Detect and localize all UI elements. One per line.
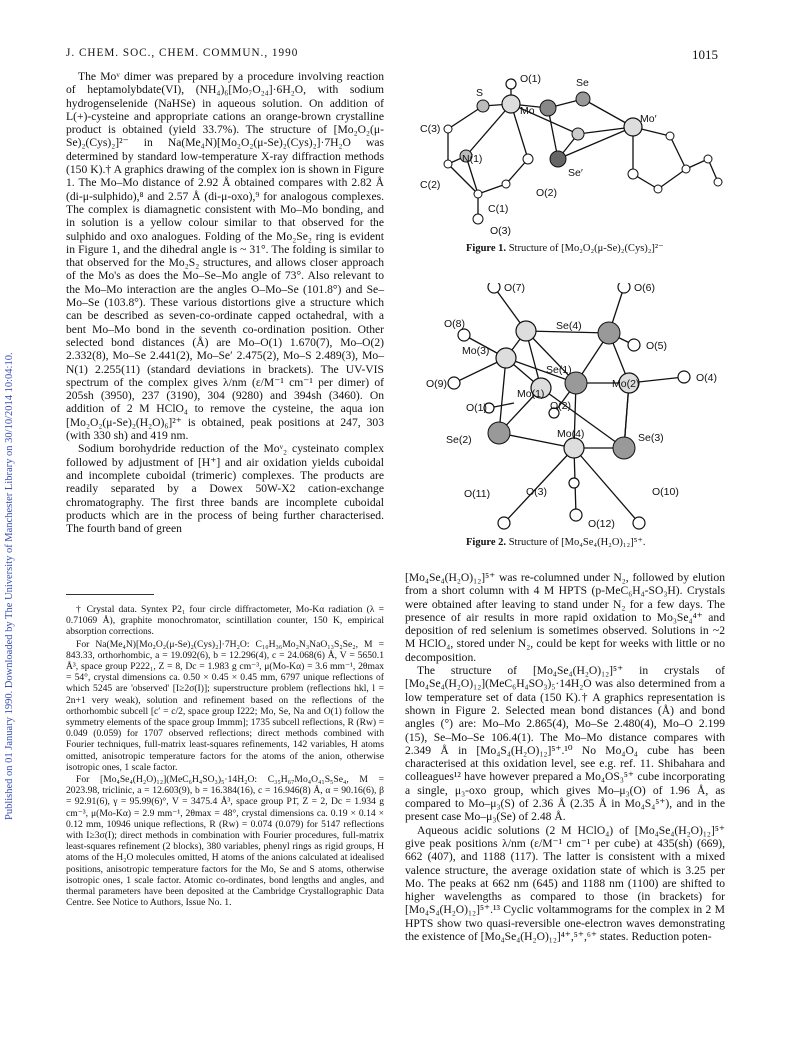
page-number: 1015 (692, 47, 718, 62)
atom-label: Se′ (568, 167, 583, 179)
atom-label: O(1) (466, 402, 487, 414)
download-note[interactable]: Published on 01 January 1990. Downloaded by The University of Manchester Library on 30/10/2014 10:04:10. (4, 352, 15, 820)
footnotes (66, 604, 384, 909)
atom-label: O(3) (526, 486, 547, 498)
atom-label: O(10) (652, 486, 679, 498)
running-header: J. CHEM. SOC., CHEM. COMMUN., 1990 (66, 47, 299, 59)
atom-label: O(5) (646, 340, 667, 352)
atom-label: N(1) (462, 153, 483, 165)
figure-1-caption (466, 242, 664, 254)
right-column (405, 571, 725, 943)
atom-label: Se(1) (546, 364, 572, 376)
atom-label: O(8) (444, 318, 465, 330)
atom-label: O(2) (536, 187, 557, 199)
atom-label: Mo(4) (557, 428, 585, 440)
atom-label: O(1) (520, 73, 541, 85)
atom-label: C(2) (420, 179, 441, 191)
figure-1-structure (418, 64, 730, 242)
caption-text: Structure of [Mo₄Se₄(H₂O)₁₂]⁵⁺. (508, 537, 646, 548)
caption-label: Figure 2. (466, 537, 507, 548)
atom-label: O(12) (588, 518, 615, 530)
paragraph: Sodium borohydride reduction of the Moᵛ₂ cysteinato complex followed by adjustment of [H⁺] and air oxidation yields cuboidal and incomplete cuboidal (trimeric) complexes. The products are readily separated by a Dowex 50W-X2 cation-exchange chromatography. The first three bands are incomplete cuboidal products which are in the process of being further characterised. The fourth band of green (66, 442, 384, 536)
caption-text: Structure of [Mo₂O₂(μ-Se)₂(Cys)₂]²⁻ (508, 243, 664, 254)
atom-label: C(1) (488, 203, 509, 215)
atom-label: Mo(3) (462, 345, 490, 357)
atom-label: Mo′ (640, 113, 657, 125)
atom-label: S (476, 87, 484, 99)
download-sidebar (0, 0, 20, 1056)
left-column (66, 70, 384, 535)
atom-label: Se(3) (638, 432, 664, 444)
atom-label: C(3) (420, 123, 441, 135)
footnote-rule (66, 594, 154, 595)
atom-label: Mo (520, 105, 535, 117)
atom-label: O(9) (426, 378, 447, 390)
atom-label: O(3) (490, 225, 511, 237)
atom-label: O(6) (634, 283, 655, 294)
figure-2-caption (466, 536, 646, 548)
footnote: † Crystal data. Syntex P2₁ four circle diffractometer, Mo-Kα radiation (λ = 0.71069 Å), graphite monochromator, scintillation counter, 150 K, empirical absorption corrections. (66, 604, 384, 638)
footnote: For [Mo₄Se₄(H₂O)₁₂](MeC₆H₄SO₃)₅·14H₂O: C₃₅H₆₇Mo₄O₄₁S₅Se₄, M = 2023.98, triclinic, a = 12.603(9), b = 16.384(16), c = 16.946(8) Å, α = 90.16(6), β = 92.91(6), γ = 95.99(6)°, V = 3475.4 Å³, space group P1̄, Z = 2, Dc = 1.934 g cm⁻³, μ(Mo-Kα) = 2.9 mm⁻¹, 2θmax = 48°, crystal dimensions ca. 0.19 × 0.14 × 0.12 mm, 10946 unique reflections, R (Rw) = 0.074 (0.079) for 5147 reflections with I≥3σ(I); direct methods in combination with Fourier procedures, full-matrix least-squares refinement (2 blocks), 380 variables, phenyl rings as rigid groups, H atoms of the H₂O molecules omitted, H atoms of the anions calculated at idealised positions, anisotropic temperature factors for the Mo, Se and S atoms, otherwise isotropic ones, 1 scale factor. Atomic co-ordinates, bond lengths and angles, and thermal parameters have been deposited at the Cambridge Crystallographic Data Centre. See Notice to Authors, Issue No. 1. (66, 774, 384, 909)
paragraph: The structure of [Mo₄Se₄(H₂O)₁₂]⁵⁺ in crystals of [Mo₄Se₄(H₂O)₁₂](MeC₆H₄SO₃)₅·14H₂O was also determined from a low temperature set of data (150 K).† A graphics representation is shown in Figure 2. Selected mean bond distances (Å) and bond angles (°) are: Mo–Mo 2.865(4), Mo–Se 2.480(4), Mo–O 2.199 (15), Se–Mo–Se 106.4(1). The Mo–Mo distance compares with 2.349 Å in [Mo₄S₄(H₂O)₁₂]⁵⁺.¹⁰ No Mo₄O₄ cube has been characterised at this oxidation level, see e.g. ref. 11. Shibahara and colleagues¹² have however prepared a Mo₄OS₃⁵⁺ cube incorporating a single, μ₃-oxo group, which gives Mo–μ₃(O) of 1.96 Å, as compared to Mo–μ₃(S) of 2.36 Å (2.35 Å in Mo₄S₄⁵⁺), and in the present case Mo–μ₃(Se) of 2.48 Å. (405, 664, 725, 824)
caption-label: Figure 1. (466, 243, 507, 254)
paragraph: Aqueous acidic solutions (2 M HClO₄) of [Mo₄Se₄(H₂O)₁₂]⁵⁺ give peak positions λ/nm (ε/M⁻¹ cm⁻¹ per cube) at 435(sh) (669), 662 (407), and 1188 (117). The latter is consistent with a mixed valence structure, the average oxidation state of which is 3.25 per Mo. The peaks at 662 nm (645) and 1188 nm (1100) are shifted to higher wavelengths as compared to those (in brackets) for [Mo₄S₄(H₂O)₁₂]⁵⁺.¹³ Cyclic voltammograms for the complex in 2 M HPTS show two quasi-reversible one-electron waves demonstrating the existence of [Mo₄Se₄(H₂O)₁₂]⁴⁺,⁵⁺,⁶⁺ states. Reduction poten- (405, 823, 725, 944)
atom-label: Se (576, 77, 589, 89)
atom-label: Se(4) (556, 320, 582, 332)
figure-2-structure (424, 283, 724, 533)
footnote: For Na(Me₄N)[Mo₂O₂(μ-Se)₂(Cys)₂]·7H₂O: C₁₀H₃₆Mo₂N₃NaO₁₃S₂Se₂, M = 843.33, orthorhombic, a = 19.092(6), b = 12.296(4), c = 24.068(6) Å, V = 5650.1 Å³, space group P222₁, Z = 8, Dc = 1.983 g cm⁻³, μ(Mo-Kα) = 3.6 mm⁻¹, 2θmax = 54°, crystal dimensions ca. 0.50 × 0.45 × 0.45 mm, 6797 unique reflections of which 5245 are 'observed' [I≥2σ(I)]; superstructure problem (reflections hkl, l = 2n+1 very weak), solution and refinement based on the reflections of the orthorhombic subcell [c′ = c/2, space group I222; Mo, Se, Na and O(1) follow the symmetry elements of the space group Immm]; 1735 subcell reflections, R (Rw) = 0.049 (0.059) for 1707 observed reflections; direct methods combined with Fourier techniques, full-matrix least-squares refinements, 142 variables, H atoms omitted, anisotropic temperature factors for the atoms of the anion, otherwise isotropic ones, 1 scale factor. (66, 638, 384, 773)
atom-label: O(2) (550, 400, 571, 412)
atom-label: O(4) (696, 372, 717, 384)
paragraph: [Mo₄Se₄(H₂O)₁₂]⁵⁺ was re-columned under N₂, followed by elution from a short column with 4 M HPTS (p-MeC₆H₄-SO₃H). Crystals were obtained after leaving to stand under N₂ for a few days. The presence of air results in more rapid oxidation to Mo₃Se₄⁴⁺ and deposition of red selenium is sometimes observed. Solutions in ~2 M HClO₄, stored under N₂, could be kept for weeks with little or no decomposition. (405, 571, 725, 664)
paragraph: The Moᵛ dimer was prepared by a procedure involving reaction of heptamolybdate(VI), (NH₄)₆[Mo₇O₂₄]·6H₂O, with sodium hydrogenselenide (NaHSe) in aqueous solution. On addition of L(+)-cysteine and appropriate cations an orange-brown crystalline product is obtained (yield 33.7%). The structure of [Mo₂O₂(μ-Se)₂(Cys)₂]²⁻ in Na(Me₄N)[Mo₂O₂(μ-Se)₂(Cys)₂]·7H₂O was determined by standard low-temperature X-ray diffraction methods (150 K).† A graphics drawing of the complex ion is shown in Figure 1. The Mo–Mo distance of 2.92 Å obtained compares with 2.82 Å (di-μ-sulphido),⁸ and 2.57 Å (di-μ-oxo),⁹ for analogous complexes. The complex is diamagnetic consistent with Mo–Mo bonding, and in solution is a yellow colour similar to that observed for the sulphido and oxo analogues. Folding of the Mo₂Se₂ ring is evident in Figure 1, and the dihedral angle is ~ 31°. The folding is similar to that observed for the Mo₂S₂ structures, and allows closer approach of the Mo's as does the Mo–Se–Mo angle of 73°. Also relevant to the Mo–Mo interaction are the angles O–Mo–Se (101.8°) and Se–Mo–Se (103.8°). These various distortions give a structure which can be described as seven-co-ordinate capped octahedral, with a bent Mo–Mo bond in the seventh co-ordination position. Other selected bond distances (Å) are Mo–O(1) 1.670(7), Mo–O(2) 2.332(8), Mo–Se 2.441(2), Mo–Se′ 2.475(2), Mo–S 2.489(3), Mo–N(1) 2.255(11) (standard deviations in brackets). The UV-VIS spectrum of the complex gives λ/nm (ε/M⁻¹ cm⁻¹ per dimer) of 205sh (3950), 237 (3190), 304 (9280) and 394sh (3460). On addition of 2 M HClO₄ to remove the cysteine, the aqua ion [Mo₂O₂(μ-Se)₂(H₂O)₆]²⁺ is obtained, peak positions at 247, 303 (with 330 sh) and 419 nm. (66, 70, 384, 443)
atom-label: O(7) (504, 283, 525, 294)
atom-label: O(11) (464, 488, 491, 500)
atom-label: Se(2) (446, 434, 472, 446)
atom-label: Mo(2) (612, 378, 640, 390)
atom-label: Mo(1) (517, 388, 545, 400)
